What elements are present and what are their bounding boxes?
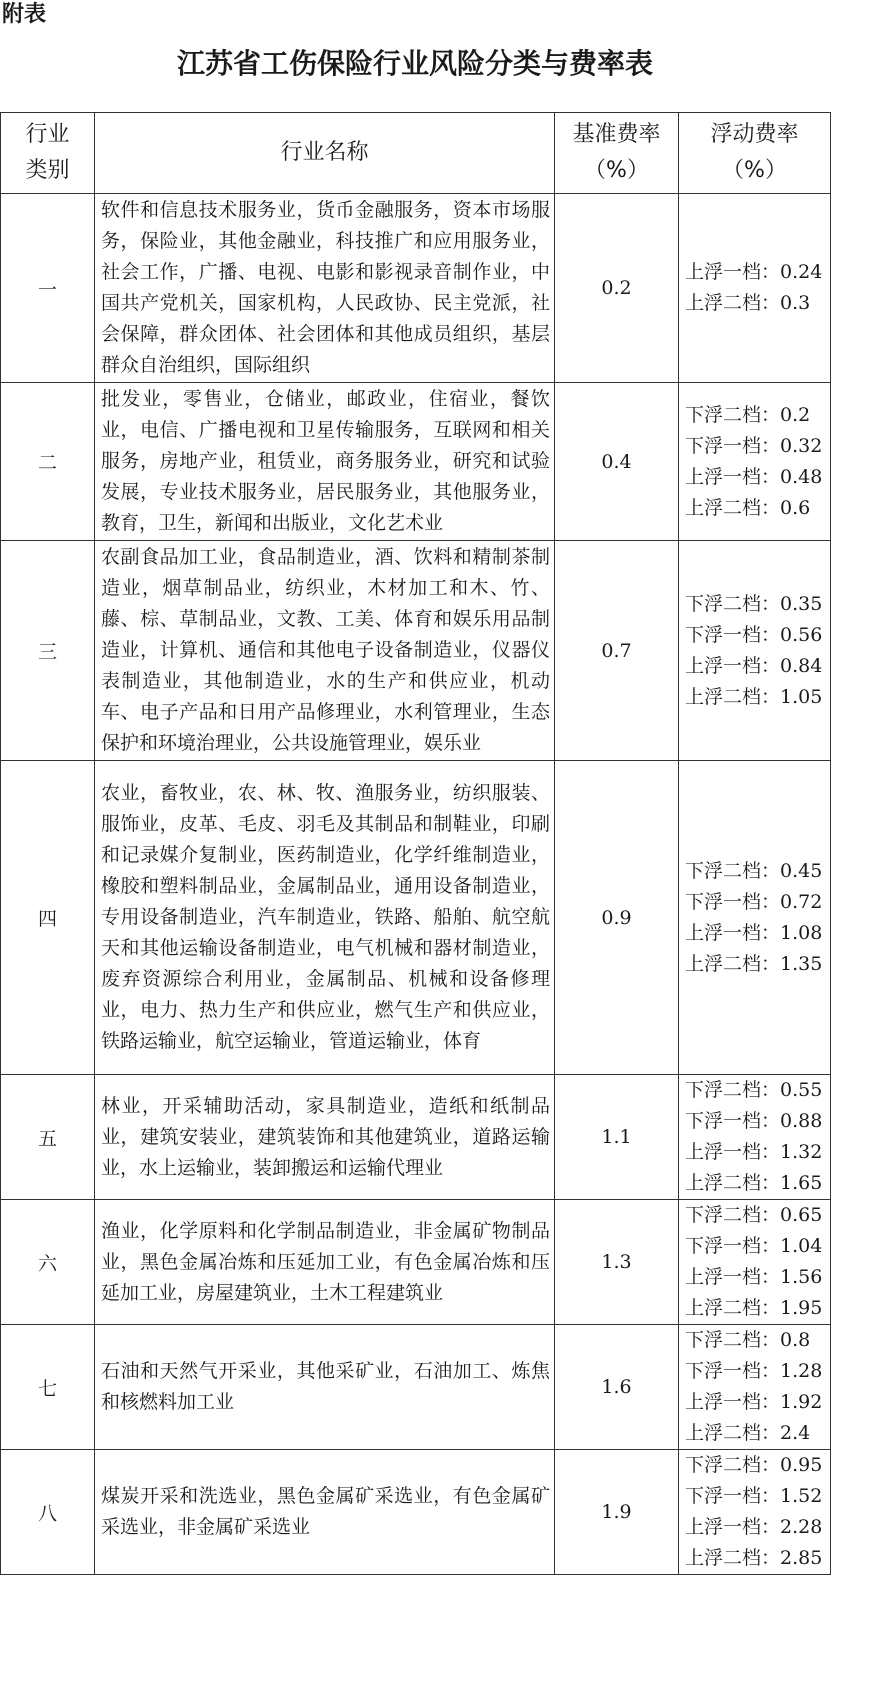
base-rate-cell: 1.9 xyxy=(555,1450,679,1575)
header-float-rate xyxy=(679,113,831,194)
header-float-rate-line: 浮动费率 xyxy=(710,122,799,147)
industry-names-cell: 石油和天然气开采业，其他采矿业，石油加工、炼焦和核燃料加工业 xyxy=(95,1325,555,1450)
float-rate-item: 下浮二档：0.65 xyxy=(685,1204,823,1226)
rate-table xyxy=(0,112,831,1575)
float-rate-item: 上浮一档：1.08 xyxy=(685,921,823,944)
float-rate-cell xyxy=(679,1325,831,1450)
float-rate-item: 下浮一档：0.32 xyxy=(685,434,823,457)
category-cell: 七 xyxy=(1,1325,95,1450)
table-row xyxy=(1,1325,831,1450)
float-rate-item: 下浮二档：0.95 xyxy=(685,1454,823,1476)
header-base-rate xyxy=(555,113,679,194)
float-rate-item: 下浮一档：0.72 xyxy=(685,890,823,913)
float-rate-item: 下浮二档：0.55 xyxy=(685,1079,823,1101)
float-rate-item: 上浮二档：1.35 xyxy=(685,952,823,975)
category-cell: 六 xyxy=(1,1200,95,1325)
table-row xyxy=(1,1075,831,1200)
float-rate-item: 下浮二档：0.45 xyxy=(685,859,823,882)
header-base-rate-line: 基准费率 xyxy=(572,122,661,147)
table-row xyxy=(1,541,831,761)
industry-names-cell: 煤炭开采和洗选业，黑色金属矿采选业，有色金属矿采选业，非金属矿采选业 xyxy=(95,1450,555,1575)
industry-names-cell: 软件和信息技术服务业，货币金融服务，资本市场服务，保险业，其他金融业，科技推广和应用服务业，社会工作，广播、电视、电影和影视录音制作业，中国共产党机关，国家机构，人民政协、民主党派，社会保障，群众团体、社会团体和其他成员组织，基层群众自治组织，国际组织 xyxy=(95,194,555,383)
table-row xyxy=(1,383,831,541)
float-rate-item: 上浮一档：0.84 xyxy=(685,654,823,677)
float-rate-item: 上浮一档：1.32 xyxy=(685,1141,823,1163)
float-rate-item: 上浮一档：2.28 xyxy=(685,1516,823,1538)
base-rate-cell: 1.6 xyxy=(555,1325,679,1450)
category-cell: 一 xyxy=(1,194,95,383)
float-rate-item: 上浮二档：2.4 xyxy=(685,1422,811,1444)
base-rate-cell: 1.1 xyxy=(555,1075,679,1200)
category-cell: 八 xyxy=(1,1450,95,1575)
category-cell: 二 xyxy=(1,383,95,541)
base-rate-cell: 0.4 xyxy=(555,383,679,541)
float-rate-item: 上浮二档：1.05 xyxy=(685,685,823,708)
industry-names-cell: 农副食品加工业，食品制造业，酒、饮料和精制茶制造业，烟草制品业，纺织业，木材加工和木、竹、藤、棕、草制品业，文教、工美、体育和娱乐用品制造业，计算机、通信和其他电子设备制造业，仪器仪表制造业，其他制造业，水的生产和供应业，机动车、电子产品和日用产品修理业，水利管理业，生态保护和环境治理业，公共设施管理业，娱乐业 xyxy=(95,541,555,761)
float-rate-item: 下浮二档：0.2 xyxy=(685,403,811,426)
page-title: 江苏省工伤保险行业风险分类与费率表 xyxy=(176,47,653,80)
industry-names-cell: 批发业，零售业，仓储业，邮政业，住宿业，餐饮业，电信、广播电视和卫星传输服务，互联网和相关服务，房地产业，租赁业，商务服务业，研究和试验发展，专业技术服务业，居民服务业，其他服务业，教育，卫生，新闻和出版业，文化艺术业 xyxy=(95,383,555,541)
float-rate-item: 下浮一档：0.88 xyxy=(685,1110,823,1132)
float-rate-cell xyxy=(679,541,831,761)
float-rate-item: 上浮一档：0.24 xyxy=(685,261,823,283)
float-rate-cell xyxy=(679,1200,831,1325)
header-row xyxy=(1,113,831,194)
float-rate-item: 下浮一档：0.56 xyxy=(685,623,823,646)
header-float-rate-unit: （%） xyxy=(722,158,787,183)
float-rate-item: 上浮二档：0.3 xyxy=(685,292,811,314)
float-rate-cell xyxy=(679,1450,831,1575)
table-row xyxy=(1,1450,831,1575)
float-rate-item: 上浮二档：1.95 xyxy=(685,1297,823,1319)
float-rate-item: 上浮二档：1.65 xyxy=(685,1172,823,1194)
header-category xyxy=(1,113,95,194)
category-cell: 三 xyxy=(1,541,95,761)
float-rate-item: 上浮一档：1.56 xyxy=(685,1266,823,1288)
float-rate-item: 下浮一档：1.52 xyxy=(685,1485,823,1507)
float-rate-item: 下浮一档：1.28 xyxy=(685,1360,823,1382)
table-row xyxy=(1,761,831,1075)
industry-names-cell: 农业，畜牧业，农、林、牧、渔服务业，纺织服装、服饰业，皮革、毛皮、羽毛及其制品和制鞋业，印刷和记录媒介复制业，医药制造业，化学纤维制造业，橡胶和塑料制品业，金属制品业，通用设备制造业，专用设备制造业，汽车制造业，铁路、船舶、航空航天和其他运输设备制造业，电气机械和器材制造业，废弃资源综合利用业，金属制品、机械和设备修理业，电力、热力生产和供应业，燃气生产和供应业，铁路运输业，航空运输业，管道运输业，体育 xyxy=(95,761,555,1075)
float-rate-item: 下浮一档：1.04 xyxy=(685,1235,823,1257)
float-rate-cell xyxy=(679,1075,831,1200)
header-base-rate-unit: （%） xyxy=(584,158,649,183)
base-rate-cell: 1.3 xyxy=(555,1200,679,1325)
category-cell: 五 xyxy=(1,1075,95,1200)
base-rate-cell: 0.7 xyxy=(555,541,679,761)
float-rate-item: 下浮二档：0.35 xyxy=(685,592,823,615)
header-category-line: 类别 xyxy=(25,158,70,183)
float-rate-item: 下浮二档：0.8 xyxy=(685,1329,811,1351)
header-industry-name: 行业名称 xyxy=(95,113,555,194)
table-row xyxy=(1,1200,831,1325)
float-rate-cell xyxy=(679,194,831,383)
industry-names-cell: 渔业，化学原料和化学制品制造业，非金属矿物制品业，黑色金属冶炼和压延加工业，有色金属冶炼和压延加工业，房屋建筑业，土木工程建筑业 xyxy=(95,1200,555,1325)
float-rate-cell xyxy=(679,383,831,541)
float-rate-item: 上浮一档：1.92 xyxy=(685,1391,823,1413)
float-rate-cell xyxy=(679,761,831,1075)
base-rate-cell: 0.9 xyxy=(555,761,679,1075)
base-rate-cell: 0.2 xyxy=(555,194,679,383)
table-row xyxy=(1,194,831,383)
header-category-line: 行业 xyxy=(25,122,70,147)
float-rate-item: 上浮一档：0.48 xyxy=(685,465,823,488)
appendix-label: 附表 xyxy=(2,2,47,27)
float-rate-item: 上浮二档：0.6 xyxy=(685,496,811,519)
industry-names-cell: 林业，开采辅助活动，家具制造业，造纸和纸制品业，建筑安装业，建筑装饰和其他建筑业，道路运输业，水上运输业，装卸搬运和运输代理业 xyxy=(95,1075,555,1200)
category-cell: 四 xyxy=(1,761,95,1075)
float-rate-item: 上浮二档：2.85 xyxy=(685,1547,823,1569)
